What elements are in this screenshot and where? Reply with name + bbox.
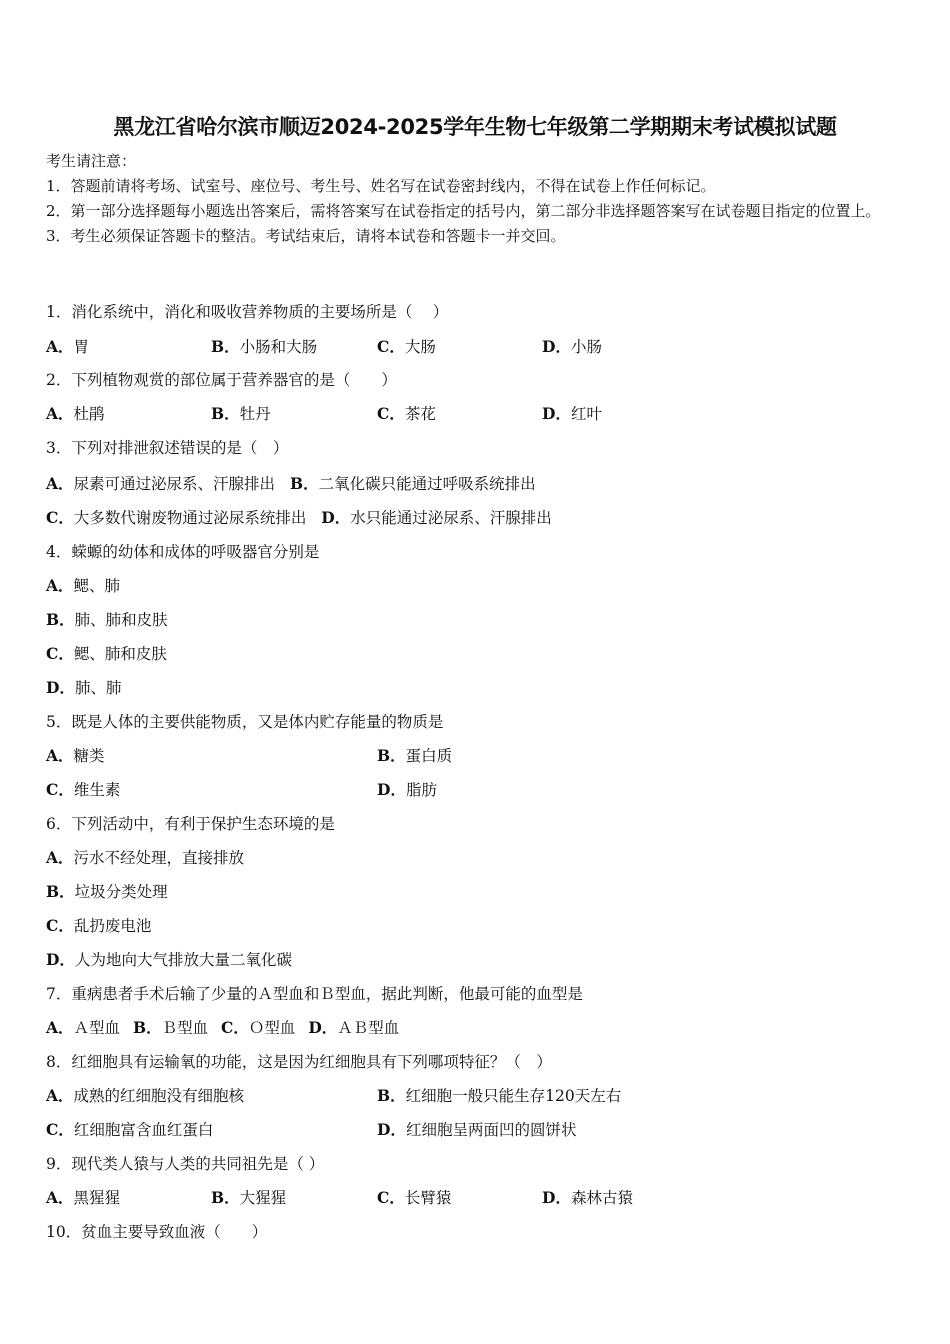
option-d[interactable] <box>321 509 551 527</box>
option-text: Ａ型血 <box>73 1019 121 1037</box>
option-text: Ｏ型血 <box>248 1019 296 1037</box>
option-text: 肺、肺 <box>74 679 122 697</box>
option-label: A． <box>46 1188 74 1207</box>
notice-item: 2．第一部分选择题每小题选出答案后，需将答案写在试卷指定的括号内，第二部分非选择题答案写在试卷题目指定的位置上。 <box>46 202 881 220</box>
option-label: D． <box>308 1018 338 1037</box>
option-label: B． <box>377 1086 406 1105</box>
option-text: 鳃、肺 <box>73 577 121 595</box>
option-a[interactable] <box>46 402 105 424</box>
option-label: D． <box>46 678 75 697</box>
option-row <box>46 472 536 494</box>
option-text: 森林古猿 <box>570 1189 633 1207</box>
option-label: C． <box>46 916 74 935</box>
notice-item: 1．答题前请将考场、试室号、座位号、考生号、姓名写在试卷密封线内，不得在试卷上作任何标记。 <box>46 177 716 195</box>
option-text: 大猩猩 <box>239 1189 287 1207</box>
option-label: C． <box>46 1120 74 1139</box>
option-text: 小肠和大肠 <box>239 338 318 356</box>
option-text: 维生素 <box>73 781 121 799</box>
option-label: D． <box>542 404 571 423</box>
option-c[interactable] <box>377 1186 451 1208</box>
option-text: 鳃、肺和皮肤 <box>73 645 167 663</box>
option-b[interactable] <box>46 608 168 630</box>
option-d[interactable] <box>542 335 602 357</box>
option-text: 长臂猿 <box>404 1189 452 1207</box>
option-label: B． <box>46 610 75 629</box>
option-text: 糖类 <box>73 747 105 765</box>
option-text: 杜鹃 <box>73 405 105 423</box>
option-text: 大多数代谢废物通过泌尿系统排出 <box>73 509 307 527</box>
option-label: D． <box>321 508 351 527</box>
option-b[interactable] <box>211 335 317 357</box>
option-text: 水只能通过泌尿系、汗腺排出 <box>350 509 552 527</box>
option-label: D． <box>46 950 75 969</box>
question-stem: 4．蝾螈的幼体和成体的呼吸器官分别是 <box>46 543 320 561</box>
option-label: B． <box>289 474 319 493</box>
option-text: 红叶 <box>570 405 602 423</box>
option-label: B． <box>211 1188 240 1207</box>
option-c[interactable] <box>46 778 120 800</box>
option-label: A． <box>46 1018 74 1037</box>
option-text: 污水不经处理，直接排放 <box>73 849 245 867</box>
option-text: 脂肪 <box>405 781 437 799</box>
option-c[interactable] <box>46 509 306 527</box>
option-text: 茶花 <box>404 405 436 423</box>
page-title: 黑龙江省哈尔滨市顺迈2024-2025学年生物七年级第二学期期末考试模拟试题 <box>113 115 837 139</box>
option-d[interactable] <box>542 1186 633 1208</box>
option-text: 蛋白质 <box>405 747 453 765</box>
option-text: 二氧化碳只能通过呼吸系统排出 <box>318 475 536 493</box>
option-label: C． <box>377 337 405 356</box>
option-label: D． <box>377 780 406 799</box>
option-label: D． <box>542 337 571 356</box>
option-text: 乱扔废电池 <box>73 917 152 935</box>
option-text: ＡＢ型血 <box>337 1019 400 1037</box>
option-a[interactable] <box>46 1084 244 1106</box>
option-c[interactable] <box>46 1118 213 1140</box>
option-label: D． <box>377 1120 406 1139</box>
option-d[interactable] <box>377 1118 576 1140</box>
option-d[interactable] <box>46 948 292 970</box>
option-text: 黑猩猩 <box>73 1189 121 1207</box>
question-stem: 6．下列活动中，有利于保护生态环境的是 <box>46 815 335 833</box>
option-label: C． <box>377 1188 405 1207</box>
option-b[interactable] <box>211 402 271 424</box>
option-text: 胃 <box>73 338 90 356</box>
question-stem: 10．贫血主要导致血液（ ） <box>46 1223 268 1241</box>
option-a[interactable] <box>46 475 275 493</box>
option-text: 红细胞一般只能生存120天左右 <box>405 1087 622 1105</box>
option-label: A． <box>46 746 74 765</box>
option-label: A． <box>46 404 74 423</box>
option-d[interactable] <box>542 402 602 424</box>
option-b[interactable] <box>211 1186 286 1208</box>
option-b[interactable] <box>377 1084 621 1106</box>
question-stem: 8．红细胞具有运输氧的功能，这是因为红细胞具有下列哪项特征？（ ） <box>46 1053 552 1071</box>
option-label: B． <box>132 1018 162 1037</box>
question-stem: 3．下列对排泄叙述错误的是（ ） <box>46 439 289 457</box>
option-label: C． <box>46 780 74 799</box>
option-text: 成熟的红细胞没有细胞核 <box>73 1087 245 1105</box>
option-d[interactable] <box>308 1019 399 1037</box>
question-stem: 5．既是人体的主要供能物质，又是体内贮存能量的物质是 <box>46 713 444 731</box>
option-label: A． <box>46 337 74 356</box>
option-a[interactable] <box>46 1019 120 1037</box>
notice-section <box>46 149 906 249</box>
option-d[interactable] <box>377 778 437 800</box>
option-c[interactable] <box>46 914 151 936</box>
option-label: B． <box>46 882 75 901</box>
option-text: 垃圾分类处理 <box>74 883 168 901</box>
option-c[interactable] <box>377 402 436 424</box>
option-text: 尿素可通过泌尿系、汗腺排出 <box>73 475 276 493</box>
option-label: B． <box>211 404 240 423</box>
option-label: C． <box>377 404 405 423</box>
question-stem: 2．下列植物观赏的部位属于营养器官的是（ ） <box>46 371 397 389</box>
option-label: C． <box>46 644 74 663</box>
option-text: Ｂ型血 <box>161 1019 209 1037</box>
option-label: B． <box>211 337 240 356</box>
option-c[interactable] <box>377 335 436 357</box>
option-label: C． <box>46 508 74 527</box>
option-label: D． <box>542 1188 571 1207</box>
option-b[interactable] <box>377 744 452 766</box>
option-a[interactable] <box>46 1186 120 1208</box>
option-label: A． <box>46 474 74 493</box>
option-b[interactable] <box>46 880 168 902</box>
option-label: A． <box>46 576 74 595</box>
option-text: 红细胞呈两面凹的圆饼状 <box>405 1121 577 1139</box>
option-row <box>46 1016 399 1038</box>
option-a[interactable] <box>46 744 105 766</box>
option-c[interactable] <box>46 642 167 664</box>
question-stem: 9．现代类人猿与人类的共同祖先是（ ） <box>46 1155 325 1173</box>
option-d[interactable] <box>46 676 121 698</box>
option-b[interactable] <box>290 475 536 493</box>
option-text: 肺、肺和皮肤 <box>74 611 168 629</box>
option-text: 红细胞富含血红蛋白 <box>73 1121 214 1139</box>
option-a[interactable] <box>46 335 89 357</box>
notice-item: 3．考生必须保证答题卡的整洁。考试结束后，请将本试卷和答题卡一并交回。 <box>46 227 566 245</box>
option-a[interactable] <box>46 574 120 596</box>
option-row <box>46 506 552 528</box>
option-a[interactable] <box>46 846 244 868</box>
option-label: C． <box>221 1018 249 1037</box>
option-text: 牡丹 <box>239 405 271 423</box>
option-text: 大肠 <box>404 338 436 356</box>
option-label: A． <box>46 848 74 867</box>
option-label: B． <box>377 746 406 765</box>
option-b[interactable] <box>133 1019 208 1037</box>
notice-heading: 考生请注意： <box>46 152 137 170</box>
option-text: 人为地向大气排放大量二氧化碳 <box>74 951 292 969</box>
question-stem: 1．消化系统中，消化和吸收营养物质的主要场所是（ ） <box>46 303 449 321</box>
question-stem: 7．重病患者手术后输了少量的Ａ型血和Ｂ型血，据此判断，他最可能的血型是 <box>46 985 583 1003</box>
option-label: A． <box>46 1086 74 1105</box>
option-c[interactable] <box>221 1019 295 1037</box>
option-text: 小肠 <box>570 338 602 356</box>
